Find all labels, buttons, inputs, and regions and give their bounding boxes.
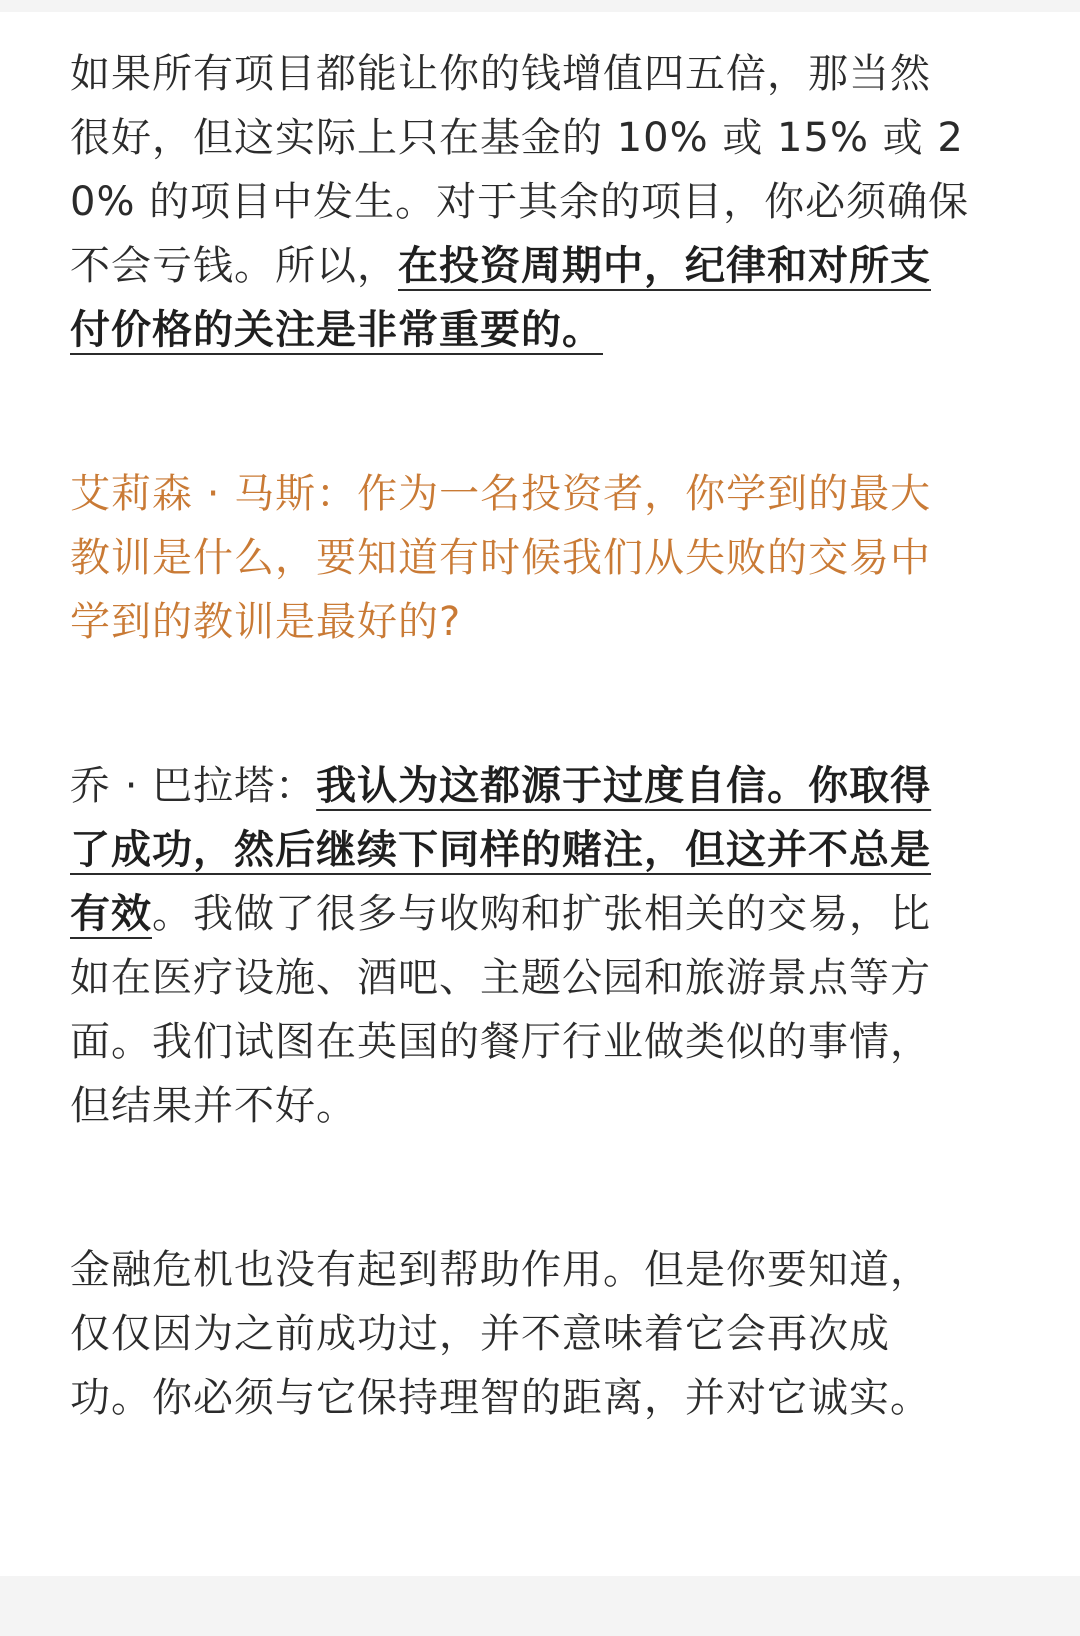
emphasis-text: 我认为这都源于过度自信。你取得了成功，然后继续下同样的赌注，但这并不总是有效 xyxy=(70,763,932,937)
article-body xyxy=(70,42,970,1430)
answer-text: 。我做了很多与收购和扩张相关的交易，比如在医疗设施、酒吧、主题公园和旅游景点等方面。我们试图在英国的餐厅行业做类似的事情，但结果并不好。 xyxy=(70,891,931,1129)
question-text: 作为一名投资者，你学到的最大教训是什么，要知道有时候我们从失败的交易中学到的教训是最好的? xyxy=(70,471,932,645)
interview-answer xyxy=(70,754,970,1138)
question-speaker: 艾莉森 · 马斯： xyxy=(70,471,358,517)
answer-speaker: 乔 · 巴拉塔： xyxy=(70,763,317,809)
paragraph-text: 如果所有项目都能让你的钱增值四五倍，那当然很好，但这实际上只在基金的 10% 或 15% 或 20% 的项目中发生。对于其余的项目，你必须确保不会亏钱。所以， xyxy=(70,51,970,289)
paragraph-discipline xyxy=(70,42,970,362)
paragraph-financial-crisis xyxy=(70,1238,970,1430)
bottom-edge-strip xyxy=(0,1576,1080,1636)
top-edge-strip xyxy=(0,0,1080,12)
emphasis-text: 在投资周期中，纪律和对所支付价格的关注是非常重要的。 xyxy=(70,243,931,353)
interview-question xyxy=(70,462,970,654)
paragraph-text: 金融危机也没有起到帮助作用。但是你要知道，仅仅因为之前成功过，并不意味着它会再次成功。你必须与它保持理智的距离，并对它诚实。 xyxy=(70,1247,931,1421)
